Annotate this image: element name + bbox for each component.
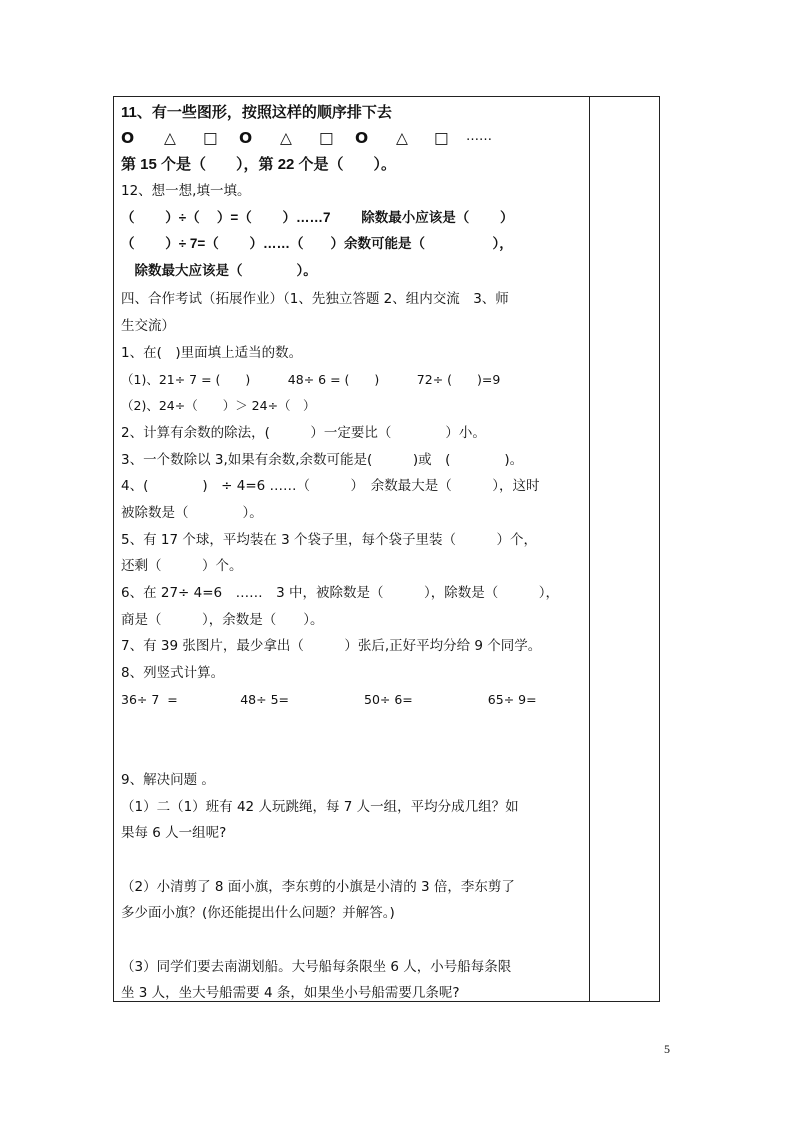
q9-title: 9、解决问题 。 — [121, 772, 215, 788]
shape-square: □ — [434, 129, 449, 147]
section4-title-cont: 生交流） — [121, 318, 175, 334]
q9-p1-line1: （1）二（1）班有 42 人玩跳绳，每 7 人一组，平均分成几组？如 — [121, 799, 519, 815]
s4-item: 6、在 27÷ 4=6 …… 3 中，被除数是（ ），除数是（ ）， — [121, 585, 560, 601]
s4-item: 7、有 39 张图片，最少拿出（ ）张后,正好平均分给 9 个同学。 — [121, 638, 542, 654]
s4-item: （2)、24÷（ ）＞ 24÷（ ） — [121, 398, 316, 413]
s4-item: 还剩（ ）个。 — [121, 558, 243, 574]
q12-line1: （ ）÷（ ）=（ ）……7 除数最小应该是（ ） — [121, 210, 514, 225]
shape-square: □ — [319, 129, 334, 147]
q12-line2: （ ）÷ 7=（ ）……（ ）余数可能是（ ）， — [121, 236, 513, 251]
section4-title: 四、合作考试（拓展作业）（1、先独立答题 2、组内交流 3、师 — [121, 291, 509, 307]
q11-title: 11、有一些图形，按照这样的顺序排下去 — [121, 104, 392, 121]
q9-p2-line2: 多少面小旗？(你还能提出什么问题？并解答。) — [121, 905, 395, 921]
shape-circle: O — [121, 129, 135, 147]
shape-circle: O — [355, 129, 369, 147]
s4-item: 4、( ) ÷ 4=6 ……（ ） 余数最大是（ ），这时 — [121, 478, 540, 494]
s4-item: 8、列竖式计算。 — [121, 665, 225, 681]
q9-p3-line2: 坐 3 人，坐大号船需要 4 条，如果坐小号船需要几条呢? — [121, 985, 460, 1001]
shape-circle: O — [239, 129, 253, 147]
shape-triangle: △ — [280, 129, 292, 147]
q11-question: 第 15 个是（ ），第 22 个是（ ）。 — [121, 156, 397, 173]
worksheet-table — [113, 96, 660, 1002]
shape-triangle: △ — [164, 129, 176, 147]
s4-item: 36÷ 7 = 48÷ 5= 50÷ 6= 65÷ 9= — [121, 692, 537, 707]
table-column-divider — [589, 97, 590, 1001]
shape-triangle: △ — [396, 129, 408, 147]
s4-item: 5、有 17 个球，平均装在 3 个袋子里，每个袋子里装（ ）个， — [121, 532, 538, 548]
q12-line3: 除数最大应该是（ ）。 — [121, 263, 317, 278]
s4-item: 2、计算有余数的除法，( ）一定要比（ ）小。 — [121, 425, 486, 441]
q9-p2-line1: （2）小清剪了 8 面小旗，李东剪的小旗是小清的 3 倍，李东剪了 — [121, 879, 515, 895]
s4-item: 被除数是（ ）。 — [121, 505, 263, 521]
s4-item: 商是（ ），余数是（ ）。 — [121, 612, 324, 628]
shape-square: □ — [203, 129, 218, 147]
q9-p3-line1: （3）同学们要去南湖划船。大号船每条限坐 6 人，小号船每条限 — [121, 959, 512, 975]
s4-item: （1)、21÷ 7 = ( ) 48÷ 6 = ( ) 72÷ ( )=9 — [121, 372, 501, 387]
page-number: 5 — [664, 1042, 670, 1056]
q9-p1-line2: 果每 6 人一组呢? — [121, 825, 227, 841]
shape-ellipsis: …… — [466, 129, 492, 144]
q12-title: 12、想一想,填一填。 — [121, 183, 251, 199]
s4-item: 1、在( )里面填上适当的数。 — [121, 345, 303, 361]
s4-item: 3、一个数除以 3,如果有余数,余数可能是( )或 ( )。 — [121, 452, 524, 468]
